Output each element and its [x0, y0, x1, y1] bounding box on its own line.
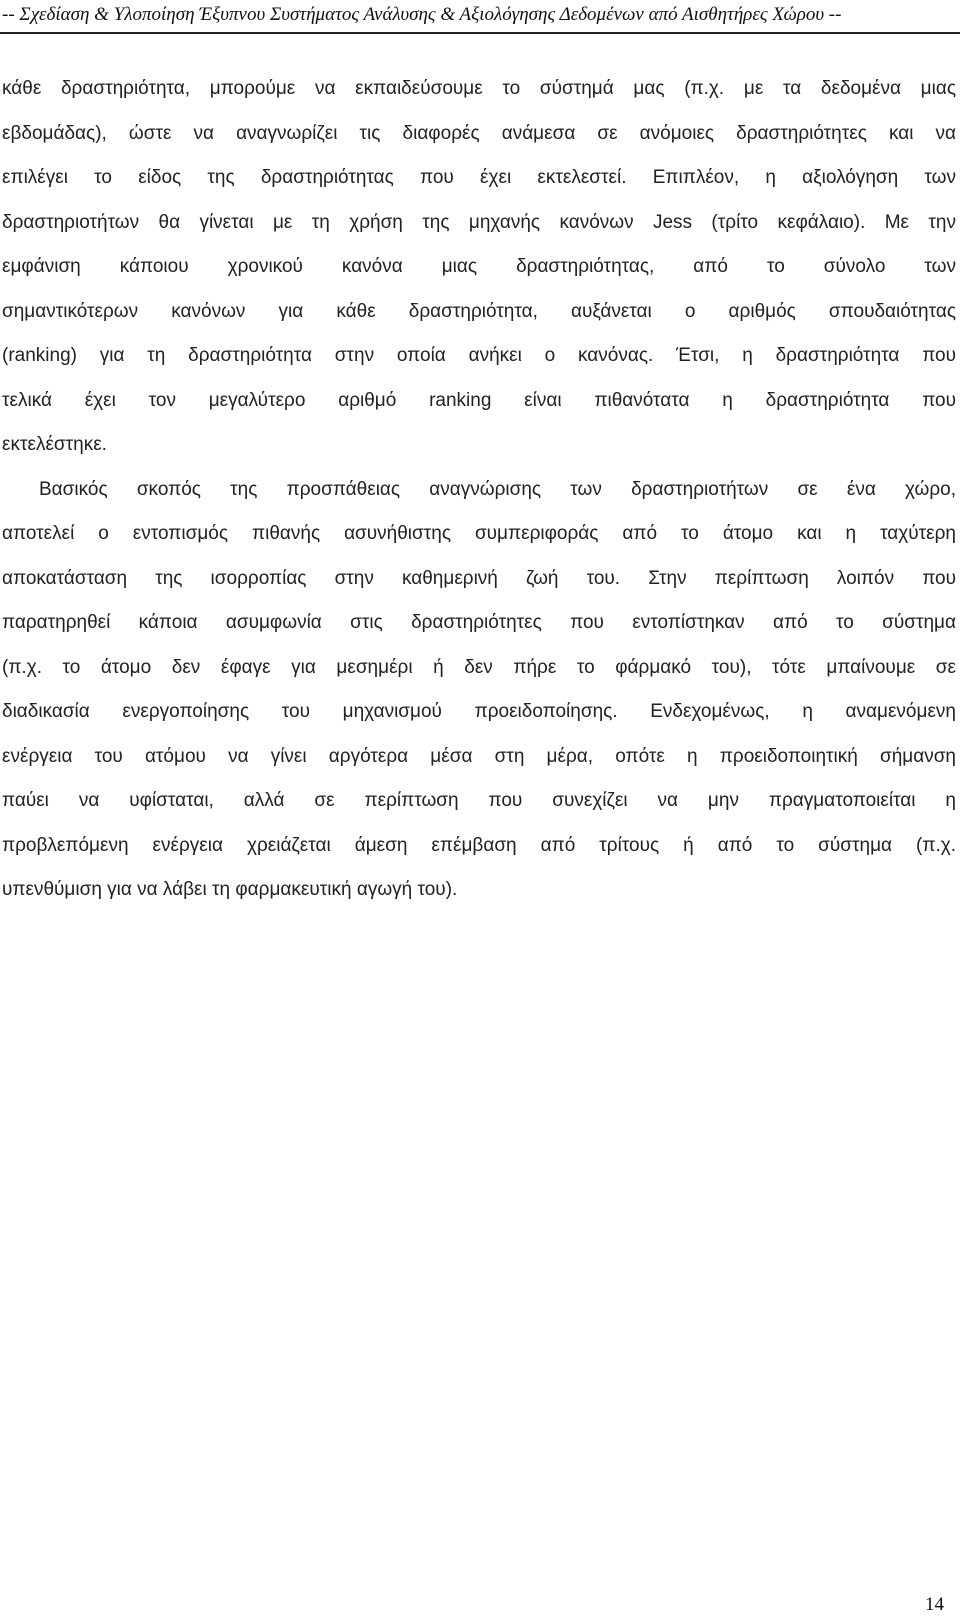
text-line: κάθε δραστηριότητα, μπορούμε να εκπαιδεύσουμε το σύστημά μας (π.χ. με τα δεδομένα μιας [2, 78, 956, 99]
text-line: αποκατάσταση της ισορροπίας στην καθημερινή ζωή του. Στην περίπτωση λοιπόν που [2, 567, 956, 589]
paragraph-1 [2, 67, 956, 468]
text-line: παρατηρηθεί κάποια ασυμφωνία στις δραστηριότητες που εντοπίστηκαν από το σύστημα [2, 612, 956, 633]
text-line: διαδικασία ενεργοποίησης του μηχανισμού προειδοποίησης. Ενδεχομένως, η αναμενόμενη [2, 701, 956, 722]
text-line: υπενθύμιση για να λάβει τη φαρμακευτική αγωγή του). [2, 879, 458, 900]
text-line: εκτελέστηκε. [2, 434, 107, 455]
text-line: δραστηριοτήτων θα γίνεται με τη χρήση της μηχανής κανόνων Jess (τρίτο κεφάλαιο). Με την [2, 211, 956, 233]
document-body [2, 67, 956, 913]
text-line: επιλέγει το είδος της δραστηριότητας που έχει εκτελεστεί. Επιπλέον, η αξιολόγηση των [2, 167, 956, 188]
text-line: αποτελεί ο εντοπισμός πιθανής ασυνήθιστης συμπεριφοράς από το άτομο και η ταχύτερη [2, 523, 956, 544]
text-line: εβδομάδας), ώστε να αναγνωρίζει τις διαφορές ανάμεσα σε ανόμοιες δραστηριότητες και να [2, 122, 956, 144]
page-number: 14 [925, 1594, 944, 1615]
text-line: ενέργεια του ατόμου να γίνει αργότερα μέσα στη μέρα, οπότε η προειδοποιητική σήμανση [2, 745, 956, 767]
running-header: -- Σχεδίαση & Υλοποίηση Έξυπνου Συστήματος Ανάλυσης & Αξιολόγησης Δεδομένων από Αισθητήρες Χώρου -- [0, 0, 960, 34]
text-line: σημαντικότερων κανόνων για κάθε δραστηριότητα, αυξάνεται ο αριθμός σπουδαιότητας [2, 300, 956, 322]
text-line: προβλεπόμενη ενέργεια χρειάζεται άμεση επέμβαση από τρίτους ή από το σύστημα (π.χ. [2, 834, 956, 856]
paragraph-2 [2, 468, 956, 913]
text-line: Βασικός σκοπός της προσπάθειας αναγνώρισης των δραστηριοτήτων σε ένα χώρο, [39, 478, 956, 500]
text-line: (ranking) για τη δραστηριότητα στην οποία ανήκει ο κανόνας. Έτσι, η δραστηριότητα που [2, 345, 956, 366]
text-line: (π.χ. το άτομο δεν έφαγε για μεσημέρι ή δεν πήρε το φάρμακό του), τότε μπαίνουμε σε [2, 656, 956, 678]
text-line: τελικά έχει τον μεγαλύτερο αριθμό ranking είναι πιθανότατα η δραστηριότητα που [2, 389, 956, 411]
text-line: παύει να υφίσταται, αλλά σε περίπτωση που συνεχίζει να μην πραγματοποιείται η [2, 790, 956, 811]
text-line: εμφάνιση κάποιου χρονικού κανόνα μιας δραστηριότητας, από το σύνολο των [2, 256, 956, 277]
